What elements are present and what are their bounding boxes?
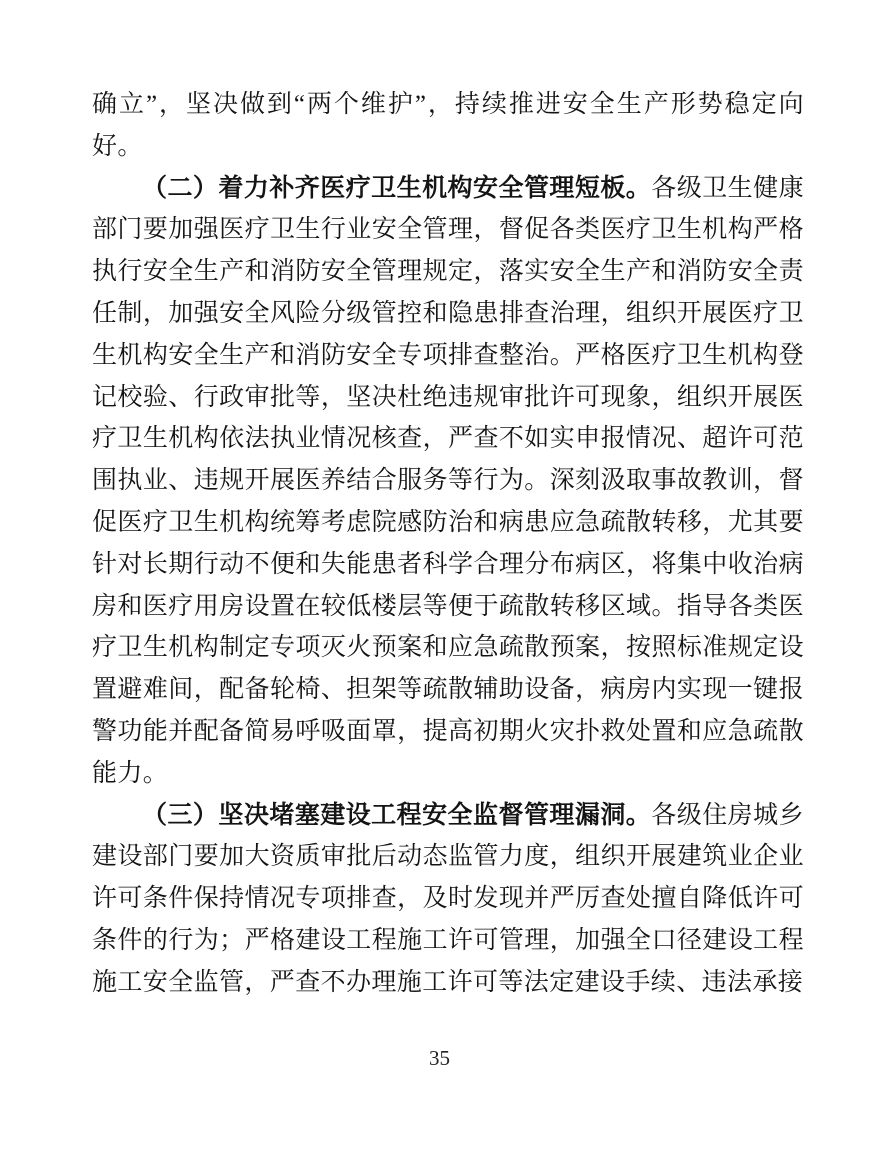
paragraph-section-3 bbox=[92, 795, 804, 1004]
section-3-heading: （三）坚决堵塞建设工程安全监督管理漏洞。 bbox=[142, 801, 652, 829]
section-2-body-text: 各级卫生健康部门要加强医疗卫生行业安全管理，督促各类医疗卫生机构严格执行安全生产和消防安全管理规定，落实安全生产和消防安全责任制，加强安全风险分级管控和隐患排查治理，组织开展医疗卫生机构安全生产和消防安全专项排查整治。严格医疗卫生机构登记校验、行政审批等，坚决杜绝违规审批许可现象，组织开展医疗卫生机构依法执业情况核查，严查不如实申报情况、超许可范围执业、违规开展医养结合服务等行为。深刻汲取事故教训，督促医疗卫生机构统筹考虑院感防治和病患应急疏散转移，尤其要针对长期行动不便和失能患者科学合理分布病区，将集中收治病房和医疗用房设置在较低楼层等便于疏散转移区域。指导各类医疗卫生机构制定专项灭火预案和应急疏散预案，按照标准规定设置避难间，配备轮椅、担架等疏散辅助设备，病房内实现一键报警功能并配备简易呼吸面罩，提高初期火灾扑救处置和应急疏散能力。 bbox=[92, 174, 804, 787]
paragraph-section-2 bbox=[92, 168, 804, 795]
document-body bbox=[92, 84, 804, 1004]
section-2-heading: （二）着力补齐医疗卫生机构安全管理短板。 bbox=[142, 174, 652, 202]
paragraph-continuation: 确立”，坚决做到“两个维护”，持续推进安全生产形势稳定向好。 bbox=[92, 91, 804, 160]
section-3-body-text: 各级住房城乡建设部门要加大资质审批后动态监管力度，组织开展建筑业企业许可条件保持情况专项排查，及时发现并严厉查处擅自降低许可条件的行为；严格建设工程施工许可管理，加强全口径建设工程施工安全监管，严查不办理施工许可等法定建设手续、违法承接 bbox=[92, 801, 804, 996]
page-number: 35 bbox=[429, 1046, 450, 1070]
